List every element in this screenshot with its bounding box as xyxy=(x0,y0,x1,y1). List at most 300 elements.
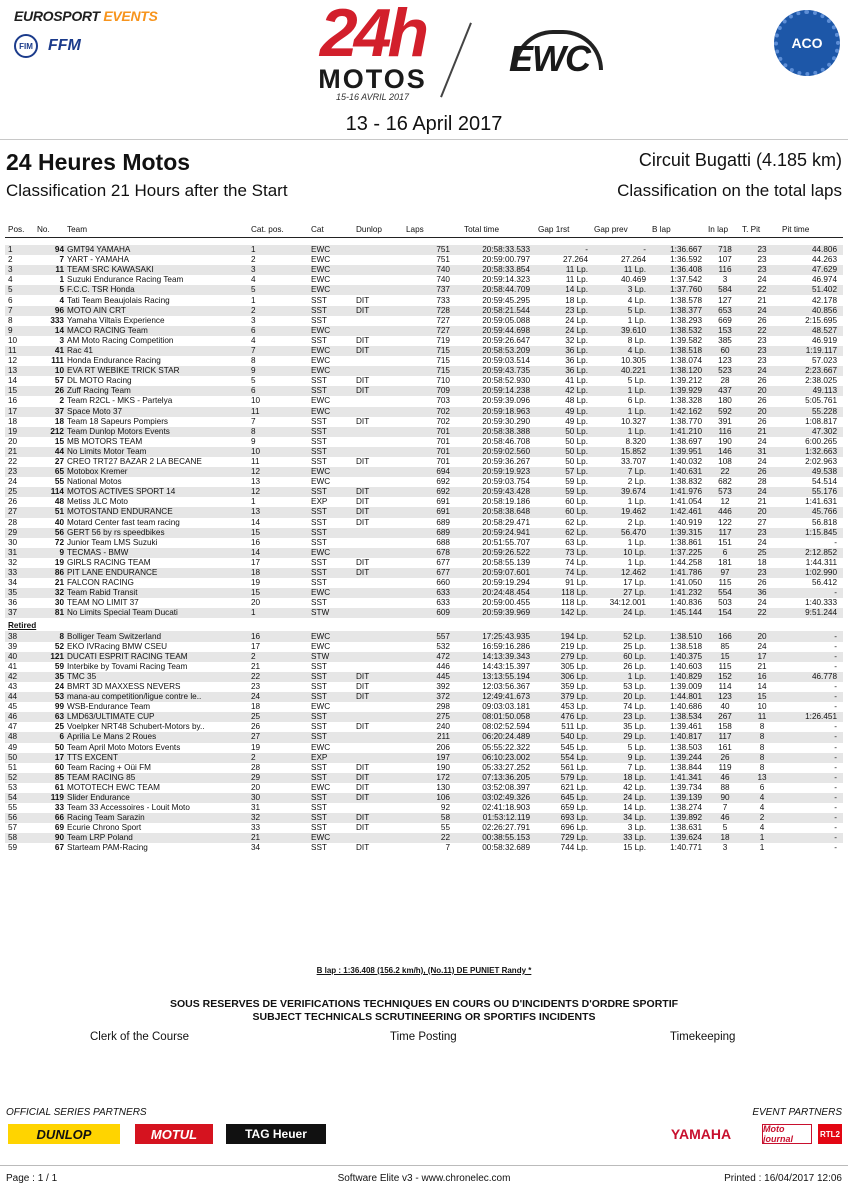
cell-cat: SST xyxy=(311,386,356,396)
cell-gap-first: 24 Lp. xyxy=(538,326,594,336)
cell-gap-prev: 34 Lp. xyxy=(594,813,652,823)
cell-dunlop: DIT xyxy=(356,773,406,783)
cell-gap-first: 62 Lp. xyxy=(565,517,588,527)
cell-total-time: 08:01:50.058 xyxy=(464,712,538,722)
cell-in-lap: 117 xyxy=(708,528,742,538)
cell-total-time: 20:59:45.295 xyxy=(482,295,530,305)
cell-pos: 58 xyxy=(5,833,37,843)
cell-laps: 557 xyxy=(406,631,464,641)
cell-team: Bolliger Team Switzerland xyxy=(67,631,251,641)
cell-best-lap: 1:38.578 xyxy=(670,295,702,305)
cell-laps: 689 xyxy=(406,528,464,538)
cell-no: 53 xyxy=(37,692,67,702)
cell-team: Team April Moto Motors Events xyxy=(67,742,181,752)
cell-pit-time: - xyxy=(834,537,837,547)
cell-total-time: 14:13:39.343 xyxy=(464,652,538,662)
cell-best-lap: 1:38.510 xyxy=(652,631,708,641)
cell-in-lap: 437 xyxy=(708,386,742,396)
cell-team: Team Rabid Transit xyxy=(67,588,251,598)
cell-best-lap: 1:40.603 xyxy=(670,661,702,671)
cell-pit-time: - xyxy=(782,631,843,641)
cell-pit-stops: 20 xyxy=(742,407,782,417)
cell-cat: EWC xyxy=(311,477,331,487)
time-posting-label: Time Posting xyxy=(390,1031,457,1043)
cell-dunlop xyxy=(356,702,406,712)
cell-pit-time: 1:26.451 xyxy=(782,712,843,722)
cell-laps: 7 xyxy=(445,843,450,853)
cell-pos: 41 xyxy=(8,661,18,671)
cell-team: MOTOSTAND ENDURANCE xyxy=(67,507,251,517)
cell-team: EKO IVRacing BMW CSEU xyxy=(67,641,168,651)
cell-best-lap: 1:36.667 xyxy=(652,245,708,255)
cell-gap-prev: 8.320 xyxy=(625,436,646,446)
cell-cat-pos: 21 xyxy=(251,833,311,843)
ffm-logo: FFM xyxy=(48,37,81,54)
cell-pit-time: 55.228 xyxy=(782,407,843,417)
cell-best-lap: 1:38.293 xyxy=(670,315,702,325)
table-row xyxy=(5,732,843,742)
cell-gap-first: 24 Lp. xyxy=(565,315,588,325)
cell-best-lap: 1:40.771 xyxy=(670,843,702,853)
cell-best-lap: 1:40.686 xyxy=(670,702,702,712)
cell-total-time: 03:52:08.397 xyxy=(482,782,530,792)
table-row xyxy=(5,457,843,467)
cell-best-lap: 1:37.760 xyxy=(652,285,708,295)
cell-cat-pos: 12 xyxy=(251,467,311,477)
cell-team: Racing Team Sarazin xyxy=(67,813,251,823)
cell-pit-time: 9:51.244 xyxy=(782,608,843,618)
cell-dunlop: DIT xyxy=(356,823,370,833)
cell-gap-first: 118 Lp. xyxy=(561,598,588,608)
cell-cat-pos: 13 xyxy=(251,507,311,517)
table-row xyxy=(5,753,843,763)
cell-total-time: 20:24:48.454 xyxy=(464,588,538,598)
cell-gap-prev: 1 Lp. xyxy=(627,537,646,547)
cell-pit-stops: 23 xyxy=(742,528,782,538)
cell-team: LMD63/ULTIMATE CUP xyxy=(67,712,251,722)
cell-gap-prev: 15.852 xyxy=(594,447,652,457)
cell-cat-pos: 1 xyxy=(251,497,256,507)
cell-pos: 26 xyxy=(8,497,18,507)
cell-cat-pos: 19 xyxy=(251,578,261,588)
cell-dunlop: DIT xyxy=(356,376,370,386)
cell-laps: 372 xyxy=(406,692,464,702)
cell-pit-stops: 10 xyxy=(757,702,767,712)
cell-total-time: 20:59:26.522 xyxy=(464,548,538,558)
cell-in-lap: 152 xyxy=(708,672,742,682)
cell-team: PIT LANE ENDURANCE xyxy=(67,568,251,578)
cell-in-lap: 117 xyxy=(708,732,742,742)
table-row xyxy=(5,447,843,457)
cell-no: 86 xyxy=(37,568,67,578)
cell-cat: EXP xyxy=(311,753,356,763)
cell-best-lap: 1:39.929 xyxy=(652,386,708,396)
cell-pit-time: 46.919 xyxy=(811,335,837,345)
cell-in-lap: 146 xyxy=(708,447,742,457)
cell-pit-stops: 24 xyxy=(757,457,767,467)
cell-pit-stops: 21 xyxy=(757,295,767,305)
cell-gap-prev: 4 Lp. xyxy=(594,346,652,356)
cell-pos: 57 xyxy=(8,823,18,833)
cell-pos: 7 xyxy=(5,306,37,316)
cell-in-lap: 653 xyxy=(708,306,742,316)
table-row xyxy=(5,568,843,578)
cell-cat-pos: 19 xyxy=(251,742,261,752)
cell-pos: 27 xyxy=(5,507,37,517)
cell-pit-stops: 24 xyxy=(757,641,767,651)
cell-gap-first: 49 Lp. xyxy=(565,416,588,426)
cell-team: WSB-Endurance Team xyxy=(67,702,151,712)
cell-cat: SST xyxy=(311,773,356,783)
cell-total-time: 20:59:14.238 xyxy=(464,386,538,396)
cell-in-lap: 122 xyxy=(718,517,732,527)
cell-best-lap: 1:40.829 xyxy=(652,672,708,682)
col-gap-prev: Gap prev xyxy=(594,223,652,237)
cell-gap-first: 554 Lp. xyxy=(538,753,594,763)
table-row xyxy=(5,793,843,803)
cell-team: Starteam PAM-Racing xyxy=(67,843,148,853)
cell-cat: SST xyxy=(311,598,327,608)
cell-dunlop: DIT xyxy=(356,335,370,345)
cell-cat: EWC xyxy=(311,255,331,265)
cell-pit-stops: 20 xyxy=(742,631,782,641)
table-row xyxy=(5,662,843,672)
cell-no: 212 xyxy=(37,427,67,437)
cell-best-lap: 1:38.074 xyxy=(670,356,702,366)
cell-team: MOTO AIN CRT xyxy=(67,306,251,316)
cell-total-time: 02:26:27.791 xyxy=(482,823,530,833)
cell-dunlop xyxy=(356,396,406,406)
cell-best-lap: 1:45.144 xyxy=(652,608,708,618)
cell-cat-pos: 27 xyxy=(251,732,311,742)
cell-pit-stops: 23 xyxy=(757,335,767,345)
cell-gap-prev: 60 Lp. xyxy=(594,652,652,662)
cell-gap-first: 50 Lp. xyxy=(565,457,588,467)
cell-dunlop xyxy=(356,608,406,618)
cell-dunlop xyxy=(356,265,406,275)
cell-gap-first: 11 Lp. xyxy=(565,275,588,285)
cell-in-lap: 158 xyxy=(718,722,732,732)
cell-cat-pos: 5 xyxy=(251,376,256,386)
cell-total-time: 20:58:19.186 xyxy=(482,497,530,507)
cell-best-lap: 1:39.734 xyxy=(670,782,702,792)
cell-team: Team Dunlop Motors Events xyxy=(67,427,251,437)
cell-cat-pos: 11 xyxy=(251,457,260,467)
cell-no: 65 xyxy=(37,467,67,477)
cell-pit-time: 2:15.695 xyxy=(805,315,837,325)
table-row xyxy=(5,823,843,833)
cell-cat-pos: 22 xyxy=(251,672,311,682)
cell-pos: 29 xyxy=(5,528,37,538)
cell-no: 72 xyxy=(54,537,64,547)
cell-total-time: 20:58:44.709 xyxy=(464,285,538,295)
cell-cat-pos: 17 xyxy=(251,557,261,567)
cell-cat: EWC xyxy=(311,346,356,356)
cell-pit-time: 1:32.663 xyxy=(782,447,843,457)
cell-no: 57 xyxy=(54,376,64,386)
cell-pos: 3 xyxy=(5,265,37,275)
cell-gap-first: 36 Lp. xyxy=(538,366,594,376)
cell-pit-stops: 22 xyxy=(742,326,782,336)
table-row xyxy=(5,843,843,853)
cell-no: 21 xyxy=(54,578,64,588)
cell-dunlop xyxy=(356,255,406,265)
cell-gap-first: 118 Lp. xyxy=(538,588,594,598)
cell-dunlop: DIT xyxy=(356,295,370,305)
cell-pos: 47 xyxy=(8,722,18,732)
cell-in-lap: 181 xyxy=(718,557,732,567)
cell-best-lap: 1:38.861 xyxy=(670,537,702,547)
cell-dunlop xyxy=(356,356,406,366)
cell-gap-prev: 24 Lp. xyxy=(594,793,652,803)
cell-gap-prev: 3 Lp. xyxy=(594,285,652,295)
cell-best-lap: 1:39.951 xyxy=(652,447,708,457)
cell-pit-stops: 8 xyxy=(742,753,782,763)
cell-cat-pos: 10 xyxy=(251,447,311,457)
cell-cat-pos: 33 xyxy=(251,823,261,833)
cell-pit-stops: 20 xyxy=(742,507,782,517)
cell-team: FALCON RACING xyxy=(67,578,134,588)
cell-best-lap: 1:38.844 xyxy=(670,762,702,772)
cell-total-time: 20:58:46.708 xyxy=(482,436,530,446)
cell-cat: SST xyxy=(311,295,327,305)
cell-gap-prev: 14 Lp. xyxy=(623,803,646,813)
cell-in-lap: 15 xyxy=(708,652,742,662)
cell-pit-stops: 24 xyxy=(742,487,782,497)
cell-cat-pos: 15 xyxy=(251,528,311,538)
cell-cat: EWC xyxy=(311,833,356,843)
cell-pos: 32 xyxy=(8,557,18,567)
cell-pos: 2 xyxy=(8,255,13,265)
cell-in-lap: 523 xyxy=(708,366,742,376)
cell-laps: 709 xyxy=(406,386,464,396)
cell-pit-stops: 8 xyxy=(742,732,782,742)
cell-team: Team R2CL - MKS - Partelya xyxy=(67,396,173,406)
fim-logo: FIM xyxy=(14,34,38,58)
cell-in-lap: 18 xyxy=(708,833,742,843)
cell-pit-time: - xyxy=(834,661,837,671)
cell-total-time: 20:59:39.969 xyxy=(464,608,538,618)
cell-laps: 694 xyxy=(406,467,464,477)
cell-best-lap: 1:36.408 xyxy=(652,265,708,275)
cell-cat-pos: 2 xyxy=(251,306,311,316)
cell-best-lap: 1:41.232 xyxy=(652,588,708,598)
cell-no: 50 xyxy=(54,742,64,752)
cell-gap-prev: 15 Lp. xyxy=(623,843,646,853)
cell-team: GMT94 YAMAHA xyxy=(67,245,251,255)
cell-dunlop xyxy=(356,712,406,722)
cell-best-lap: 1:39.624 xyxy=(652,833,708,843)
cell-laps: 702 xyxy=(436,416,450,426)
cell-gap-first: 50 Lp. xyxy=(538,427,594,437)
col-cat: Cat xyxy=(311,223,356,237)
cell-laps: 172 xyxy=(406,773,464,783)
cell-cat-pos: 28 xyxy=(251,762,261,772)
cell-total-time: 02:41:18.903 xyxy=(482,803,530,813)
cell-cat: SST xyxy=(311,335,327,345)
cell-team: MB MOTORS TEAM xyxy=(67,436,143,446)
cell-cat: EWC xyxy=(311,742,331,752)
cell-pit-stops: 26 xyxy=(757,315,767,325)
cell-cat-pos: 12 xyxy=(251,487,311,497)
col-pit-stops: T. Pit xyxy=(742,223,782,237)
cell-no: 59 xyxy=(54,661,64,671)
cell-cat: SST xyxy=(311,712,356,722)
cell-gap-first: 62 Lp. xyxy=(538,528,594,538)
cell-no: 33 xyxy=(54,803,64,813)
cell-total-time: 17:25:43.935 xyxy=(464,631,538,641)
cell-gap-prev: 5 Lp. xyxy=(627,742,646,752)
cell-laps: 677 xyxy=(406,568,464,578)
table-row xyxy=(5,833,843,843)
cell-total-time: 20:59:07.601 xyxy=(464,568,538,578)
tag-heuer-logo: TAG Heuer xyxy=(226,1124,326,1144)
cell-in-lap: 116 xyxy=(708,265,742,275)
cell-laps: 275 xyxy=(406,712,464,722)
table-row xyxy=(5,477,843,487)
cell-dunlop xyxy=(356,427,406,437)
cell-dunlop: DIT xyxy=(356,517,370,527)
table-row xyxy=(5,608,843,618)
cell-dunlop xyxy=(356,538,406,548)
cell-gap-first: 219 Lp. xyxy=(560,641,588,651)
race-title: 24 Heures Motos xyxy=(6,149,191,175)
cell-cat: SST xyxy=(311,762,327,772)
cell-pit-stops: 26 xyxy=(757,376,767,386)
cell-team: DUCATI ESPRIT RACING TEAM xyxy=(67,652,251,662)
cell-best-lap: 1:38.534 xyxy=(652,712,708,722)
cell-pit-time: - xyxy=(834,823,837,833)
cell-laps: 691 xyxy=(436,497,450,507)
cell-pit-time: - xyxy=(782,793,843,803)
event-partners-label: EVENT PARTNERS xyxy=(752,1107,842,1118)
cell-gap-first: 36 Lp. xyxy=(565,356,588,366)
cell-cat-pos: 17 xyxy=(251,641,261,651)
cell-laps: 660 xyxy=(436,578,450,588)
cell-cat: SST xyxy=(311,843,327,853)
cell-cat: SST xyxy=(311,528,356,538)
cell-cat: SST xyxy=(311,732,356,742)
cell-gap-prev: 27.264 xyxy=(620,255,646,265)
cell-best-lap: 1:41.341 xyxy=(652,773,708,783)
cell-pit-stops: 16 xyxy=(742,672,782,682)
cell-team: DL MOTO Racing xyxy=(67,376,132,386)
cell-dunlop: DIT xyxy=(356,306,406,316)
cell-best-lap: 1:39.892 xyxy=(652,813,708,823)
cell-cat-pos: 16 xyxy=(251,537,261,547)
cell-team: F.C.C. TSR Honda xyxy=(67,285,251,295)
cell-team: MOTOTECH EWC TEAM xyxy=(67,782,160,792)
cell-no: 51 xyxy=(37,507,67,517)
cell-gap-prev: 23 Lp. xyxy=(594,712,652,722)
cell-pit-stops: 24 xyxy=(757,598,767,608)
cell-pit-time: - xyxy=(782,588,843,598)
cell-total-time: 20:59:02.560 xyxy=(464,447,538,457)
cell-gap-first: 36 Lp. xyxy=(538,346,594,356)
cell-no: 1 xyxy=(59,275,64,285)
cell-total-time: 03:02:49.326 xyxy=(464,793,538,803)
cell-gap-first: 59 Lp. xyxy=(565,477,588,487)
cell-no: 10 xyxy=(37,366,67,376)
cell-pos: 37 xyxy=(5,608,37,618)
cell-no: 55 xyxy=(54,477,64,487)
cell-dunlop xyxy=(356,652,406,662)
cell-cat: SST xyxy=(311,507,356,517)
cell-gap-first: 379 Lp. xyxy=(538,692,594,702)
cell-laps: 702 xyxy=(406,407,464,417)
cell-dunlop xyxy=(356,732,406,742)
cell-best-lap: 1:38.503 xyxy=(670,742,702,752)
cell-gap-prev: 39.610 xyxy=(594,326,652,336)
cell-pit-time: - xyxy=(834,782,837,792)
cell-best-lap: 1:38.631 xyxy=(670,823,702,833)
cell-gap-first: 545 Lp. xyxy=(560,742,588,752)
table-row xyxy=(5,295,843,305)
cell-gap-prev: 35 Lp. xyxy=(623,722,646,732)
cell-pos: 11 xyxy=(5,346,37,356)
cell-pit-stops: 4 xyxy=(759,823,765,833)
cell-cat-pos: 6 xyxy=(251,326,311,336)
table-row xyxy=(5,558,843,568)
cell-cat: EWC xyxy=(311,631,356,641)
table-spacer xyxy=(5,237,843,245)
cell-team: Suzuki Endurance Racing Team xyxy=(67,275,184,285)
cell-dunlop: DIT xyxy=(356,346,406,356)
cell-no: 85 xyxy=(37,773,67,783)
cell-best-lap: 1:38.274 xyxy=(670,803,702,813)
table-row xyxy=(5,306,843,316)
cell-laps: 701 xyxy=(406,447,464,457)
cell-total-time: 07:13:36.205 xyxy=(464,773,538,783)
cell-team: Space Moto 37 xyxy=(67,407,251,417)
cell-gap-prev: 7 Lp. xyxy=(594,467,652,477)
cell-no: 4 xyxy=(59,295,64,305)
cell-cat: STW xyxy=(311,652,356,662)
cell-pos: 20 xyxy=(8,436,18,446)
cell-pit-stops: 23 xyxy=(757,255,767,265)
cell-no: 44 xyxy=(37,447,67,457)
cell-laps: 446 xyxy=(436,661,450,671)
table-row xyxy=(5,497,843,507)
cell-cat-pos: 25 xyxy=(251,712,311,722)
cell-best-lap: 1:44.258 xyxy=(670,557,702,567)
cell-in-lap: 180 xyxy=(718,396,732,406)
cell-pos: 56 xyxy=(5,813,37,823)
classification-subtitle: Classification 21 Hours after the Start xyxy=(6,181,288,200)
cell-cat-pos: 4 xyxy=(251,275,256,285)
table-row xyxy=(5,813,843,823)
cell-pos: 53 xyxy=(8,782,18,792)
cell-dunlop xyxy=(356,275,406,285)
cell-in-lap: 46 xyxy=(708,813,742,823)
cell-dunlop xyxy=(356,753,406,763)
cell-pit-stops: 24 xyxy=(757,436,767,446)
cell-team: Interbike by Tovami Racing Team xyxy=(67,661,188,671)
cell-laps: 751 xyxy=(436,255,450,265)
table-row xyxy=(5,578,843,588)
cell-team: EVA RT WEBIKE TRICK STAR xyxy=(67,366,251,376)
cell-dunlop: DIT xyxy=(356,416,370,426)
cell-dunlop xyxy=(356,366,406,376)
cell-no: 18 xyxy=(54,416,64,426)
cell-best-lap: 1:38.770 xyxy=(670,416,702,426)
cell-pos: 35 xyxy=(5,588,37,598)
cell-pit-time: 56.412 xyxy=(811,578,837,588)
cell-pit-time: 54.514 xyxy=(811,477,837,487)
cell-pit-stops: 20 xyxy=(742,386,782,396)
cell-best-lap: 1:39.009 xyxy=(670,681,702,691)
cell-gap-first: 63 Lp. xyxy=(565,537,588,547)
